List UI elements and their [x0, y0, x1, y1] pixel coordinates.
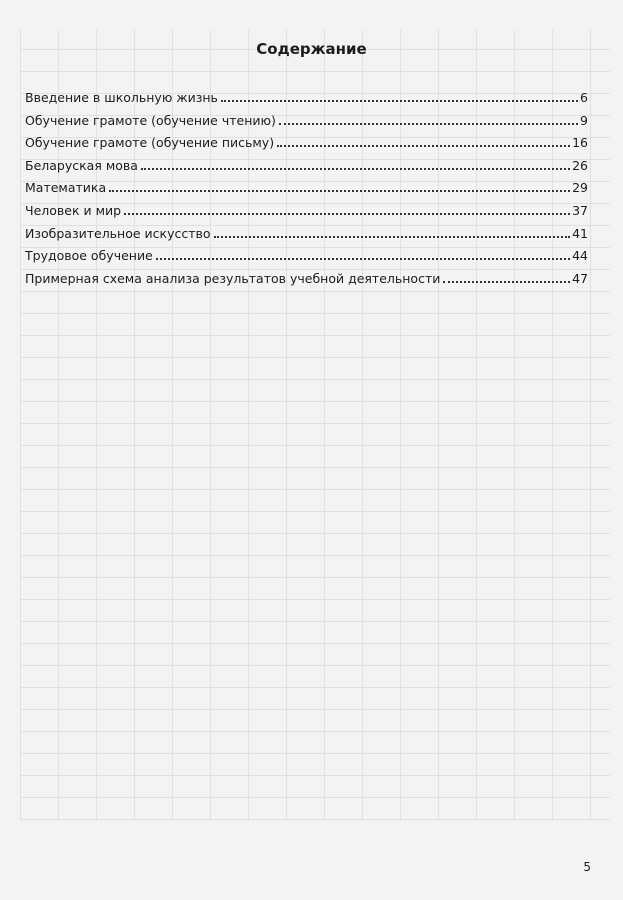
toc-entry-label: Введение в школьную жизнь — [25, 90, 218, 105]
toc-entry[interactable] — [25, 90, 588, 113]
toc-entry-page: 47 — [572, 270, 588, 286]
dot-leader — [221, 100, 578, 102]
toc-entry-label: Трудовое обучение — [25, 248, 153, 264]
toc-entry-label: Человек и мир — [25, 202, 122, 218]
toc-entry-page: 16 — [572, 135, 588, 151]
toc-entry-label: Обучение грамоте (обучение письму) — [25, 135, 275, 151]
toc-entry-label: Примерная схема анализа результатов учебной деятельности — [25, 270, 441, 286]
toc-entry-page: 29 — [572, 180, 588, 196]
toc-entry[interactable] — [25, 113, 588, 136]
toc-entry-page: 9 — [580, 112, 588, 128]
toc-entry[interactable] — [25, 248, 588, 271]
dot-leader — [214, 236, 571, 238]
dot-leader — [277, 145, 570, 147]
toc-entry-label: Математика — [25, 180, 107, 196]
toc-entry-page: 26 — [572, 157, 588, 173]
dot-leader — [141, 168, 570, 170]
toc-entry[interactable] — [25, 226, 588, 249]
toc-entry-page: 41 — [572, 225, 588, 241]
toc-entry[interactable] — [25, 180, 588, 203]
page-title: Содержание — [256, 40, 367, 58]
dot-leader — [124, 213, 570, 215]
dot-leader — [279, 123, 578, 125]
toc-entry-page: 37 — [572, 202, 588, 218]
dot-leader — [109, 190, 570, 192]
toc-entry[interactable] — [25, 158, 588, 181]
toc-entry-page: 44 — [572, 248, 588, 264]
toc-entry-label: Беларуская мова — [25, 157, 138, 173]
toc-entry-page: 6 — [580, 90, 588, 105]
toc-entry-label: Обучение грамоте (обучение чтению) — [25, 112, 276, 128]
toc-entry-label: Изобразительное искусство — [25, 225, 211, 241]
table-of-contents — [25, 90, 588, 293]
page-number: 5 — [583, 860, 591, 874]
toc-entry[interactable] — [25, 135, 588, 158]
toc-entry[interactable] — [25, 203, 588, 226]
dot-leader — [156, 258, 570, 260]
dot-leader — [443, 281, 570, 283]
toc-entry[interactable] — [25, 271, 588, 294]
